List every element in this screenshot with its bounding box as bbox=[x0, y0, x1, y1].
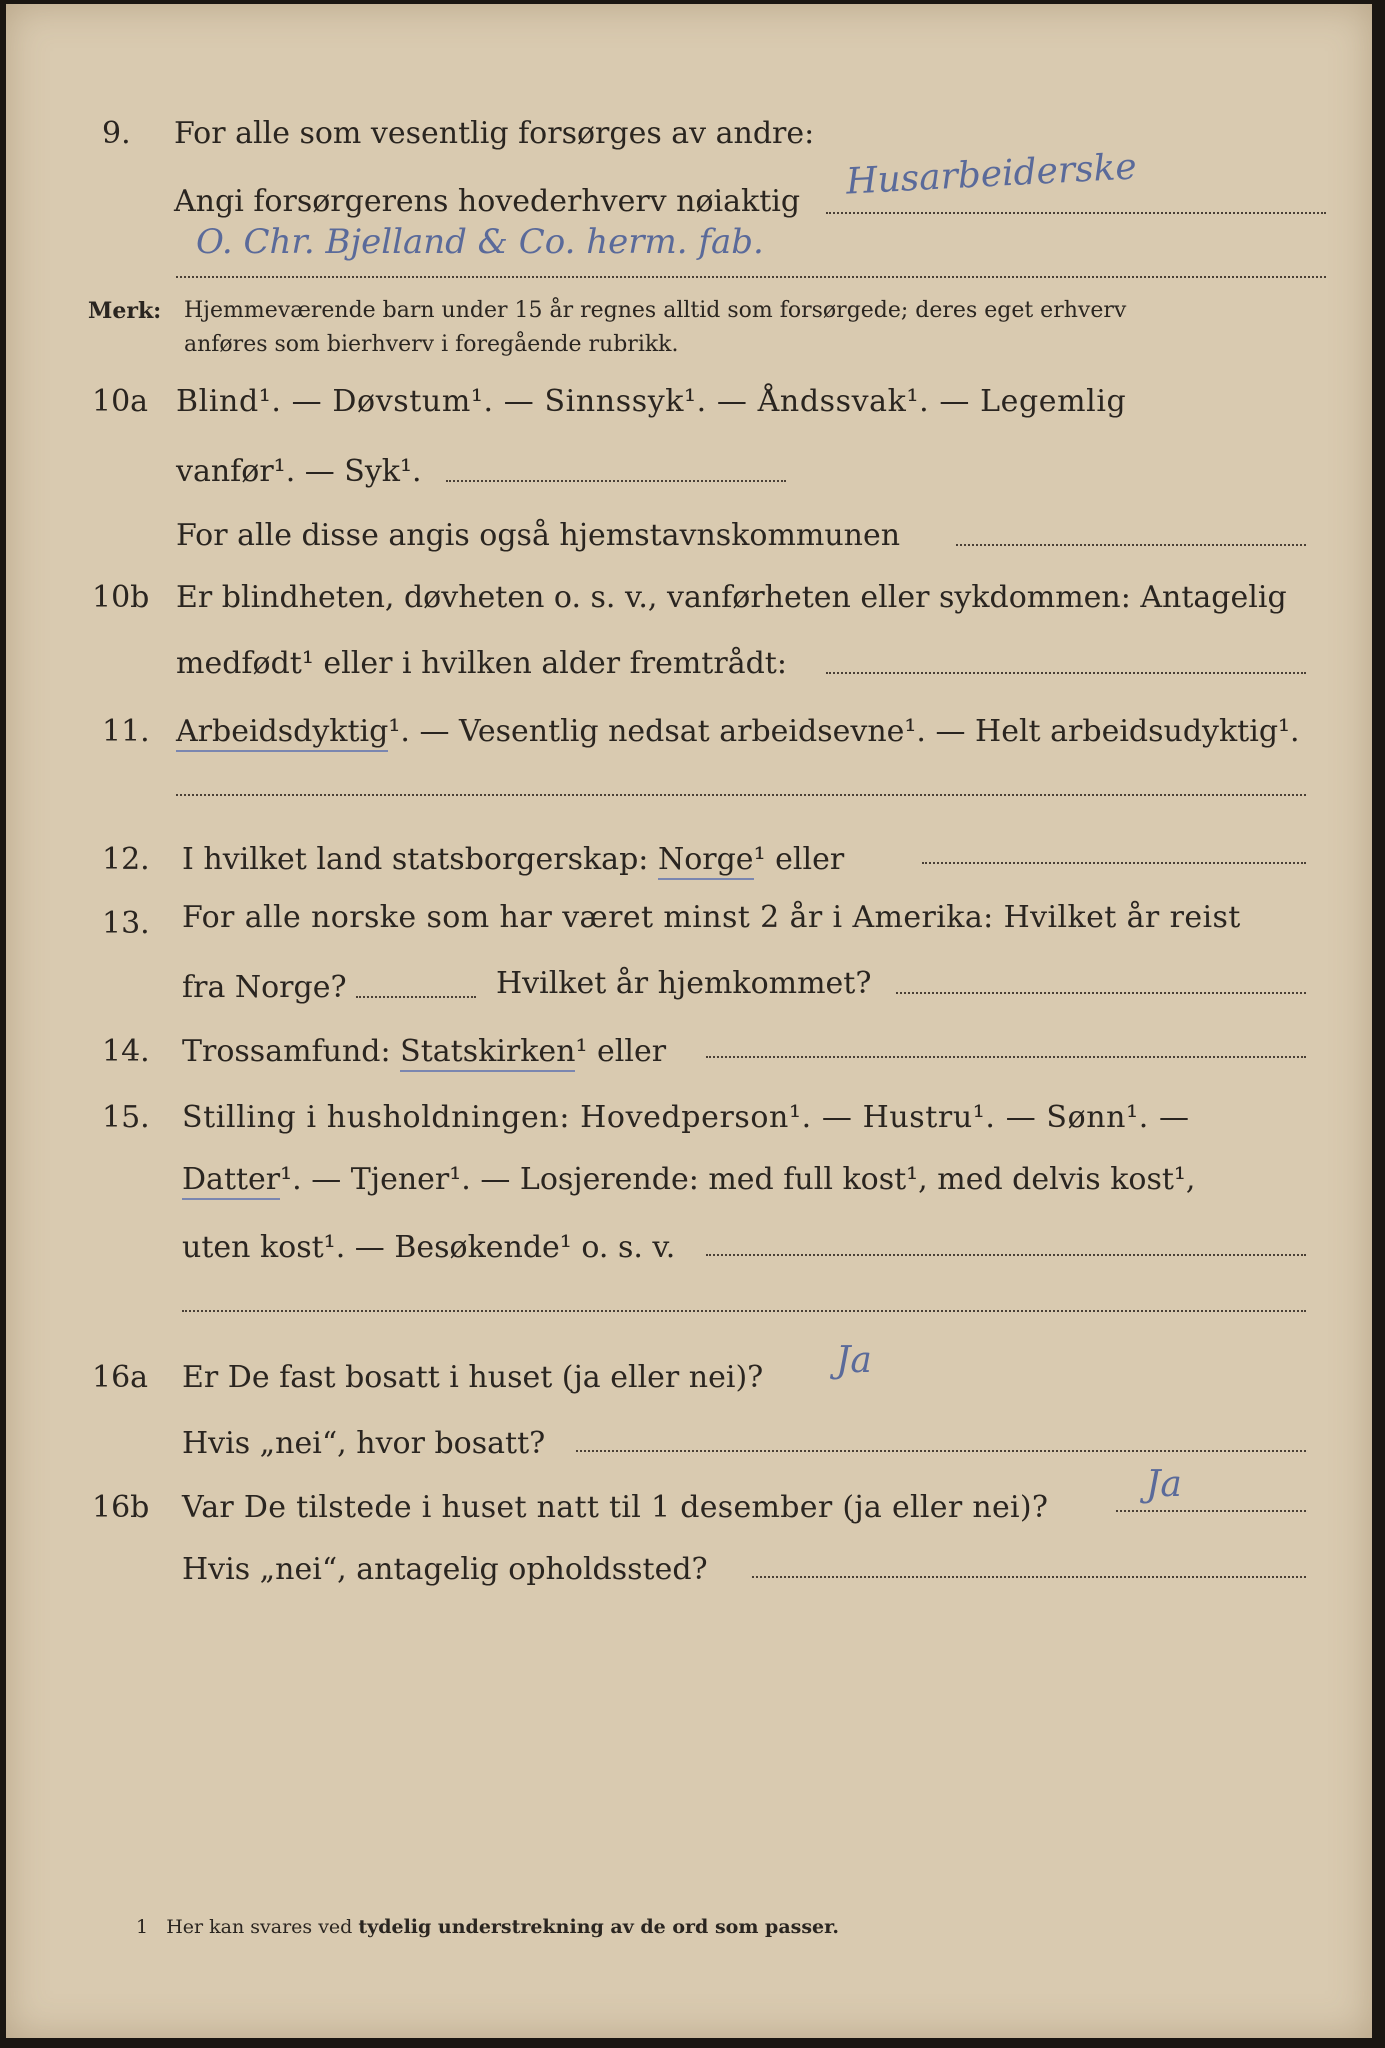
footnote bbox=[136, 1916, 839, 1938]
q9-answer-line2 bbox=[176, 276, 1326, 278]
q11-line bbox=[176, 714, 1300, 750]
merk-label: Merk: bbox=[88, 298, 162, 324]
q10a-line3: For alle disse angis også hjemstavnskommunen bbox=[176, 518, 901, 553]
q10a-number: 10a bbox=[92, 384, 149, 419]
q10b-line1: Er blindheten, døvheten o. s. v., vanførheten eller sykdommen: Antagelig bbox=[176, 580, 1287, 615]
q15-line2-rest: ¹. — Tjener¹. — Losjerende: med full kost¹, med delvis kost¹, bbox=[280, 1162, 1196, 1197]
q14-fill bbox=[706, 1056, 1306, 1058]
q11-rest: ¹. — Vesentlig nedsat arbeidsevne¹. — Helt arbeidsudyktig¹. bbox=[388, 714, 1300, 749]
q14-number: 14. bbox=[102, 1034, 150, 1069]
footnote-text: Her kan svares ved bbox=[166, 1916, 353, 1938]
q9-answer-line bbox=[826, 212, 1326, 214]
q16b-line2-fill bbox=[752, 1576, 1306, 1578]
q9-handwritten-answer2: O. Chr. Bjelland & Co. herm. fab. bbox=[196, 222, 764, 262]
q14-line bbox=[182, 1034, 666, 1070]
q11-answer-line bbox=[176, 794, 1306, 796]
q12-fill bbox=[922, 862, 1306, 864]
q13-line2a: fra Norge? bbox=[182, 970, 347, 1005]
q9-line1: For alle som vesentlig forsørges av andre: bbox=[174, 116, 815, 151]
q9-number: 9. bbox=[102, 116, 131, 151]
q15-line2 bbox=[182, 1162, 1195, 1198]
q16a-line1: Er De fast bosatt i huset (ja eller nei)? bbox=[182, 1360, 764, 1395]
q9-line2: Angi forsørgerens hovederhverv nøiaktig bbox=[174, 184, 801, 219]
footnote-mark: 1 bbox=[136, 1916, 149, 1938]
census-form-page bbox=[6, 4, 1372, 2038]
merk-line1: Hjemmeværende barn under 15 år regnes alltid som forsørgede; deres eget erhverv bbox=[184, 298, 1127, 323]
q16b-handwritten-answer: Ja bbox=[1146, 1464, 1182, 1505]
q10a-line2: vanfør¹. — Syk¹. bbox=[176, 454, 422, 489]
q12-option-norge: Norge bbox=[658, 842, 754, 880]
q13-line1: For alle norske som har været minst 2 år i Amerika: Hvilket år reist bbox=[182, 900, 1241, 935]
q14-post: ¹ eller bbox=[575, 1034, 667, 1069]
q15-answer-line bbox=[182, 1310, 1306, 1312]
q16b-line2: Hvis „nei“, antagelig opholdssted? bbox=[182, 1552, 708, 1587]
q13-line2b: Hvilket år hjemkommet? bbox=[496, 966, 872, 1001]
footnote-bold-text: tydelig understrekning av de ord som passer. bbox=[358, 1916, 839, 1938]
q9-handwritten-answer1: Husarbeiderske bbox=[845, 146, 1138, 203]
q10a-line1: Blind¹. — Døvstum¹. — Sinnssyk¹. — Åndssvak¹. — Legemlig bbox=[176, 384, 1127, 419]
q13-year-returned-fill bbox=[896, 992, 1306, 994]
q16b-number: 16b bbox=[92, 1490, 150, 1525]
q14-option-statskirken: Statskirken bbox=[400, 1034, 575, 1072]
q10a-line2-fill bbox=[446, 480, 786, 482]
q10b-line2: medfødt¹ eller i hvilken alder fremtrådt: bbox=[176, 646, 787, 681]
q16a-handwritten-answer: Ja bbox=[836, 1340, 872, 1381]
q15-line1: Stilling i husholdningen: Hovedperson¹. — Hustru¹. — Sønn¹. — bbox=[182, 1100, 1190, 1135]
q16b-line1-fill bbox=[1116, 1510, 1306, 1512]
q12-post: ¹ eller bbox=[753, 842, 845, 877]
q10b-line2-fill bbox=[826, 672, 1306, 674]
q12-number: 12. bbox=[102, 842, 150, 877]
q11-number: 11. bbox=[102, 714, 150, 749]
q10b-number: 10b bbox=[92, 580, 150, 615]
q15-number: 15. bbox=[102, 1100, 150, 1135]
q16a-line2-fill bbox=[576, 1450, 1306, 1452]
q16b-line1: Var De tilstede i huset natt til 1 desember (ja eller nei)? bbox=[182, 1490, 1049, 1525]
q10a-line3-fill bbox=[956, 544, 1306, 546]
q13-number: 13. bbox=[102, 906, 150, 941]
q16a-number: 16a bbox=[92, 1360, 149, 1395]
q11-option-arbeidsdyktig: Arbeidsdyktig bbox=[176, 714, 388, 752]
q15-option-datter: Datter bbox=[182, 1162, 280, 1200]
merk-line2: anføres som bierhverv i foregående rubrikk. bbox=[184, 332, 679, 357]
q12-prompt: I hvilket land statsborgerskap: bbox=[182, 842, 649, 877]
q14-prompt: Trossamfund: bbox=[182, 1034, 391, 1069]
q13-year-left-fill bbox=[356, 996, 476, 998]
q16a-line2: Hvis „nei“, hvor bosatt? bbox=[182, 1426, 546, 1461]
q15-line3: uten kost¹. — Besøkende¹ o. s. v. bbox=[182, 1230, 676, 1265]
q15-line3-fill bbox=[706, 1254, 1306, 1256]
q12-line bbox=[182, 842, 844, 878]
